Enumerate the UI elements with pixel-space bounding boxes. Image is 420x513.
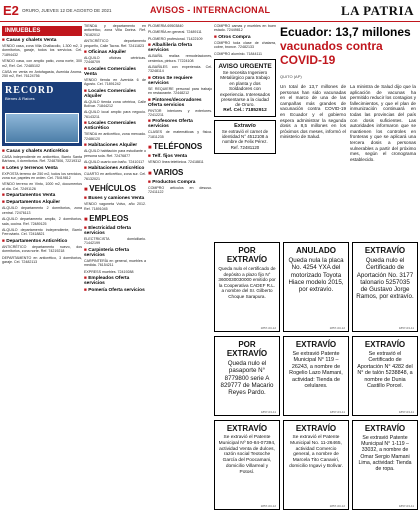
classified-ad: CUARTO en anticrético, zona sur. Cel. 76132021	[84, 172, 146, 181]
classified-ad: ALQUILO local amplio para negocio. 76143211	[84, 110, 146, 119]
lost-notice-box	[283, 336, 349, 416]
notice-ref: 1857-03-11	[398, 410, 414, 414]
page-header	[0, 0, 420, 22]
lost-passport-box	[214, 336, 280, 416]
notice-ref: 1857-03-11	[260, 410, 276, 414]
article-column-2	[350, 84, 416, 239]
category-heading: ■ Pomería Oferta servicios	[84, 288, 146, 293]
classified-ad: VENDO vagoneta Volvo, año 2012. Ref. 71891045	[84, 202, 146, 211]
lost-notice-box	[352, 242, 418, 332]
cancelled-plate-box	[283, 242, 349, 332]
lost-notice-box	[352, 336, 418, 416]
classified-ad: PINTOR interiores y exteriores. 72412211	[148, 108, 212, 118]
urgent-notice-phone: Ref. Cel.: 71852912	[223, 107, 267, 113]
lost-notice-box	[352, 420, 418, 510]
headline-line-1: Ecuador: 13,7 millones	[280, 25, 411, 39]
classified-ad: VENDO casa, con amplio patio, zona norte, 300 m2, Ref. Cel. 72485102	[2, 59, 82, 68]
classified-ad: VENDO tienda en Avenida 6 de Agosto. Cel. 71891242	[84, 77, 146, 87]
notice-title: EXTRAVÍO	[226, 424, 268, 433]
category-heading: ■ Locales Comerciales Venta	[84, 67, 146, 77]
classified-ad: CARPINTERÍA en general, muebles a medida. 76154211	[84, 258, 146, 268]
header-date: ORURO, JUEVES 12 DE AGOSTO DE 2021	[22, 8, 112, 13]
urgent-notice-body: Se necesita Ingeniero Metalúrgico para trabajo en planta y dos Soldadores con experiencia. Interesados presentarse a la ciudad de Oruro.	[219, 70, 271, 108]
classified-ad: CASA independiente en anticrético, Barrio Santa Bárbara, 4 dormitorios. Ref. 72487506, 72219312	[2, 154, 82, 164]
classified-ad: ALQUILO departamento amplio, 2 dormitorios, sala, cocina. Ref. 72489125	[2, 217, 82, 226]
notice-body: Queda nulo el certificado de depósito a plazo fijo N° 3600030030000 emitido por la Cooperativa CADEF R.L. a nombre del Sr. Gilberto Choque Sarapura.	[218, 266, 276, 299]
record-ad-subtitle: Bienes & Raíces	[5, 95, 35, 101]
record-real-estate-ad	[2, 82, 82, 146]
section-heading-telefonos: ■ TELÉFONOS	[148, 142, 212, 151]
notice-title: POR EXTRAVÍO	[226, 340, 268, 358]
newspaper-logo: LA PATRIA	[341, 3, 414, 18]
classifieds-column-2	[84, 24, 146, 510]
page-number: E2	[3, 3, 19, 18]
notice-body: Queda nulo el Certificado de Aportación No. 3177 talonario 5257035 de Gustavo Jorge Ramos, por extravío.	[356, 257, 414, 301]
notice-title: EXTRAVÍO	[364, 340, 406, 349]
category-heading: ■ Departamentos Alquiler	[2, 200, 82, 205]
notice-body: Se extravió el Patente Municipal Nº 50-84-07394, actividad Venta de dulces, razón social Teotoche García del Poocamani, domicilio Villarreal y Potosí.	[218, 435, 276, 475]
notice-title: EXTRAVÍO	[295, 424, 337, 433]
lost-notice-box	[214, 242, 280, 332]
category-heading: ■ Habitaciones Alquiler	[84, 143, 146, 148]
classifieds-column-4	[214, 24, 276, 236]
notice-ref: 1857-03-12	[260, 326, 276, 330]
classified-ad: PLOMERÍA 69503840	[148, 24, 184, 28]
classified-ad: PLOMERO profesional. 71422109	[148, 36, 203, 41]
category-heading: ■ Pintores/decoradores Oferta servicios	[148, 98, 212, 108]
classified-ad: ALQUILO tienda zona céntrica, Calle Bolívar. 71844212	[84, 99, 146, 109]
notice-body: Queda nula la placa No. 4254 YXA del motorizado Toyota Hiace modelo 2015, por extravío.	[288, 257, 344, 294]
notice-title: EXTRAVÍO	[364, 246, 406, 255]
classified-ad: EXPOSTA terreno de 250 m2, todos los servicios, zona sur, papeles en orden. Cel. 75419812	[2, 171, 82, 181]
classified-ad: COMPRO artículos en desuso. 72411122	[148, 185, 212, 195]
classified-ad: ALBAÑILES con experiencia. Cel. 73248114	[148, 65, 212, 74]
classified-ad: CASA en venta en Antofagasta, Avenida Aroma. 250 m2, Ref. 76124756	[2, 70, 82, 79]
article-paragraph: Las autoridades informaron que se mantienen los controles en fronteras y que se aplicará una tercera dosis a personas vulnerables a partir del próximo mes, según el cronograma establecido.	[350, 117, 416, 162]
section-heading-vehiculos: ■ VEHÍCULOS	[84, 184, 146, 193]
notice-ref: 1857-03-12	[329, 504, 345, 508]
category-heading: ■ Departamentos Venta	[2, 193, 82, 198]
headline-line-2: vacunados contra COVID-19	[280, 39, 383, 67]
notice-body: Se extravió Patente Municipal N° 119 – 26243, a nombre de Rogelio Lazo Mamani, actividad: Tienda de celulares.	[289, 351, 343, 390]
classified-ad: ALBAÑIL realiza remodelaciones, cerámica, pintura. 77224108	[148, 54, 212, 63]
building-photo	[5, 113, 79, 143]
category-heading: ■ Albañilería Oferta servicios	[148, 43, 212, 53]
article-byline: QUITO (AP)	[280, 74, 302, 79]
notice-title: Extravío	[234, 122, 256, 129]
article-paragraph: La ministra de Salud dijo que la aplicación de vacunas ha permitido reducir los contagios y fallecimientos, y que el plan de inmunización continuará en todas las provincias del país con dosis suficientes.	[350, 84, 416, 123]
classified-ad: PLOMERÍA en general. 72489111	[148, 30, 202, 35]
category-heading: ■ Profesores Oferta servicios	[148, 119, 212, 129]
classified-ad: COMPRO toda clase de chatarra, cobre, bronce. 72482133	[214, 40, 276, 50]
section-title: AVISOS - INTERNACIONAL	[150, 5, 271, 15]
category-heading: ■ Casas y chalets Venta	[2, 38, 82, 43]
category-heading: ■ Empleados Oferta servicios	[84, 276, 146, 286]
notice-body: Se extravió el carnet de identidad N° 4512108 a nombre de Felix Pérez. Ref. 72481120	[221, 129, 269, 150]
category-heading: ■ Habitaciones Anticrético	[84, 166, 146, 171]
notice-ref: 1857-03-12	[260, 504, 276, 508]
classified-ad: ALQUILO oficinas céntricas. 72448709	[84, 56, 146, 65]
classified-ad: ALQUILO departamento independiente, Barrio Ferroviario. Cel. 72418821	[2, 227, 82, 237]
notice-title: EXTRAVÍO	[364, 424, 406, 433]
category-heading: ■ Electricidad Oferta servicios	[84, 226, 146, 236]
category-heading: ■ Departamentos Anticrético	[2, 239, 82, 244]
section-heading-varios: ■ VARIOS	[148, 168, 212, 177]
classified-ad: ALQUILO cuarto con baño. 72410117	[84, 159, 145, 164]
classified-ad: TIENDA en anticrético, zona mercado. 72486120	[84, 132, 146, 141]
classified-ad: VENDO línea telefónica. 72418811	[148, 160, 204, 165]
notice-ref: 1857-03-11	[329, 410, 345, 414]
category-heading: ■ Locales Comerciales Anticrético	[84, 121, 146, 131]
lost-notice-box	[283, 420, 349, 510]
section-header-inmuebles: INMUEBLES	[2, 26, 82, 36]
notice-ref: 1857-03-12	[329, 326, 345, 330]
classified-ad: CLASES de matemáticas y física. 71811235	[148, 130, 212, 139]
classified-ad: EXPRESS muebles. 72419288	[84, 269, 134, 274]
lost-notice-box	[214, 420, 280, 510]
notice-body: Queda nulo el pasaporte N° 8779800 serie A 829777 de Macario Reyes Pardo.	[220, 360, 274, 397]
article-headline	[280, 25, 416, 67]
notice-body: Se extravió el Certificado de Aportación N° 4282 del N° de talón 5238848, a nombre de Dunia Castillo Porcel.	[357, 351, 413, 390]
urgent-notice-box	[214, 59, 276, 117]
category-heading: ■ Otros Compra	[214, 35, 276, 40]
classified-ad: ANTICRÉTICO departamento pequeño, Calle Tacna. Ref. 72411823	[84, 39, 146, 48]
category-heading: ■ Locales Comerciales Alquiler	[84, 89, 146, 99]
classified-ad: COMPRO camas y muebles en buen estado. 72449812	[214, 24, 276, 33]
classified-ad: ALQUILO departamento 2 dormitorios, zona central. 72476113	[2, 206, 82, 215]
notice-body: Se extravió Patente Municipal N° 1-119 – 33032, a nombre de Omar Sergio Mamani Lima, actividad: Tienda de ropa.	[358, 435, 412, 473]
category-heading: ■ Carpintería Oferta servicios	[84, 248, 146, 258]
notice-ref: 1857-03-11	[398, 504, 414, 508]
category-heading: ■ Productos Compra	[148, 180, 212, 185]
classified-ad: ANTICRÉTICO departamento nuevo, dos dormitorios, zona norte. Ref. 74219218	[2, 244, 82, 254]
urgent-notice-title: AVISO URGENTE	[218, 63, 272, 71]
classified-ad: VENDO casa, zona Villa Challacollo, 1.300 m2, 3 dormitorios, garaje, todos los servicios. Cel. 71894432	[2, 44, 82, 57]
category-heading: ■ Lotes y terrenos Venta	[2, 166, 82, 171]
classifieds-column-1	[2, 24, 82, 510]
classifieds-column-3	[148, 24, 212, 510]
classified-ad: TIENDA y departamento en anticrético, zona Villa Dorina. Ref. 76182012	[84, 24, 146, 37]
category-heading: ■ Otros Se requiere servicios	[148, 76, 212, 86]
record-ad-title: RECORD	[5, 84, 55, 96]
classified-ad: SE REQUIERE personal para trabajo en restaurante. 72448212	[148, 86, 212, 96]
classified-ad: DEPARTAMENTO en anticrético, 3 dormitorios, garaje. Cel. 72482113	[2, 255, 82, 264]
notice-body: Se extravió el Patente Municipal No. 11-26465, actividad Comercio general, a nombre de Marcela Tito Canaviri, domicilio Ingavi y Bolívar.	[289, 435, 343, 469]
classified-ad: ALQUILO habitación para estudiante o persona sola. Ref. 72476877	[84, 149, 146, 158]
article-paragraph: Un total de 13,7 millones de personas han sido vacunadas en el marco de una de las campañas más grandes de vacunación contra COVID-19 en Ecuador y el gobierno espera administrar la segunda dosis a 8,5 millones en los próximos dos meses, informó el ministerio de Salud.	[280, 84, 346, 140]
article-column-1	[280, 84, 346, 239]
category-heading: ■ Casas y chalets Anticrético	[2, 149, 82, 154]
notice-title: ANULADO	[296, 246, 336, 255]
classified-ad: COMPRO aluminio. 71844111	[214, 51, 263, 56]
notice-title: EXTRAVÍO	[295, 340, 337, 349]
classified-ad: ELECTRICISTA domiciliario. 71442199	[84, 236, 146, 246]
lost-document-notice	[214, 120, 276, 154]
notice-title: POR EXTRAVÍO	[226, 246, 268, 264]
category-heading: ■ Telf. fijos Venta	[148, 154, 212, 159]
category-heading: ■ Buses y camiones Venta	[84, 196, 146, 201]
notice-ref: 1857-03-11	[398, 326, 414, 330]
category-heading: ■ Oficinas Alquiler	[84, 50, 146, 55]
classified-ad: VENDO terreno en Vinto, 1000 m2, documentos al día. Cel. 72491126	[2, 182, 82, 191]
section-heading-empleos: ■ EMPLEOS	[84, 214, 146, 223]
